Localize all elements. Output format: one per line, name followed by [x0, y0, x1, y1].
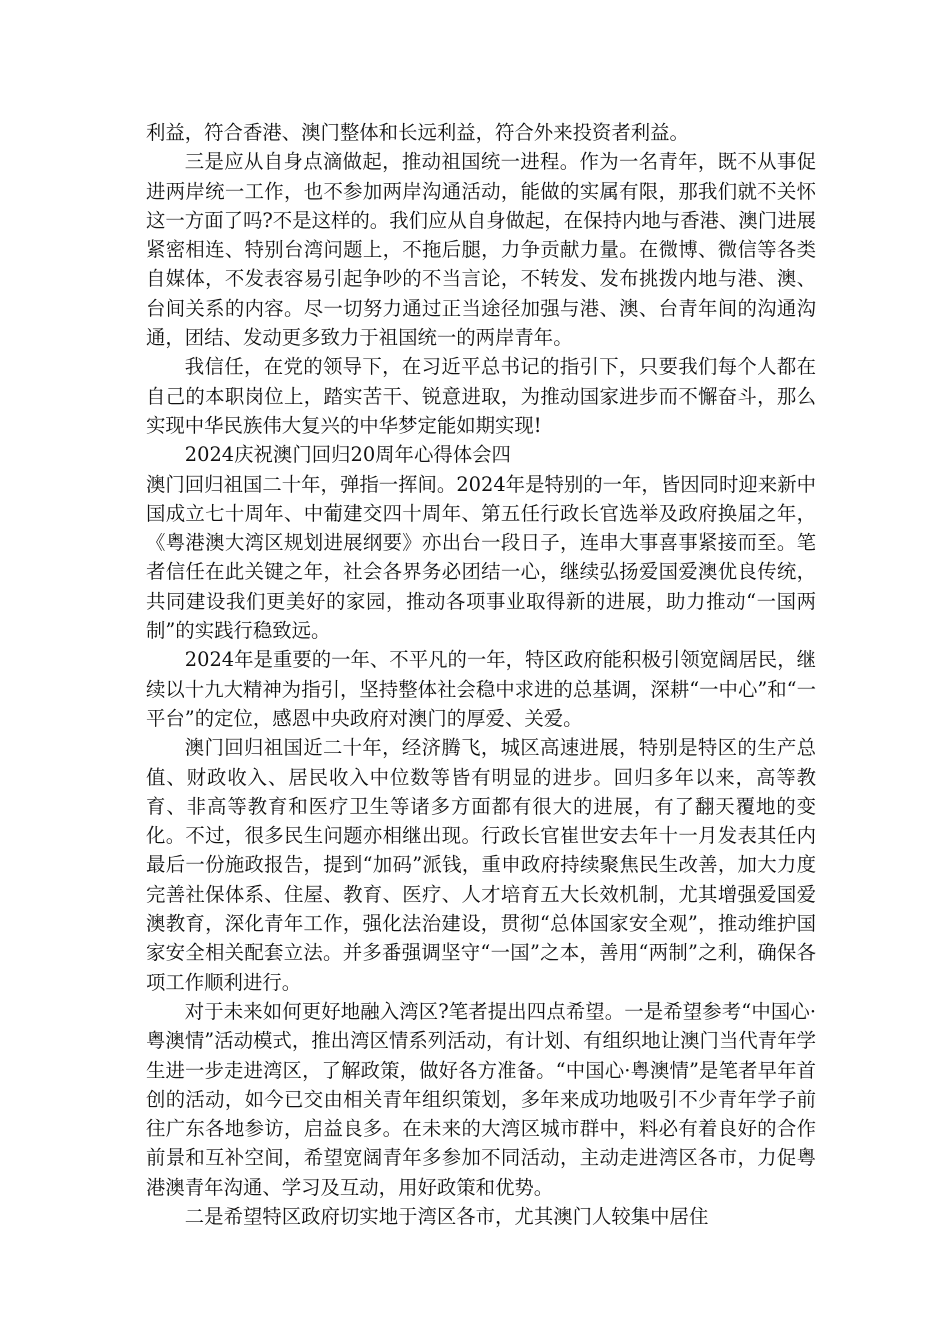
paragraph: 澳门回归祖国近二十年，经济腾飞，城区高速进展，特别是特区的生产总值、财政收入、居民收入中位数等皆有明显的进步。回归多年以来，高等教育、非高等教育和医疗卫生等诸多方面都有很大的进展，有了翻天覆地的变化。不过，很多民生问题亦相继出现。行政长官崔世安去年十一月发表其任内最后一份施政报告，提到“加码”派钱，重申政府持续聚焦民生改善，加大力度完善社保体系、住屋、教育、医疗、人才培育五大长效机制，尤其增强爱国爱澳教育，深化青年工作，强化法治建设，贯彻“总体国家安全观”，推动维护国家安全相关配套立法。并多番强调坚守“一国”之本，善用“两制”之利，确保各项工作顺利进行。 — [146, 736, 816, 994]
paragraph: 2024年是重要的一年、不平凡的一年，特区政府能积极引领宽阔居民，继续以十九大精神为指引，坚持整体社会稳中求进的总基调，深耕“一中心”和“一平台”的定位，感恩中央政府对澳门的厚爱、关爱。 — [146, 648, 816, 730]
paragraph: 我信任，在党的领导下，在习近平总书记的指引下，只要我们每个人都在自己的本职岗位上，踏实苦干、锐意进取，为推动国家进步而不懈奋斗，那么实现中华民族伟大复兴的中华梦定能如期实现! — [146, 355, 816, 437]
paragraph-truncated: 二是希望特区政府切实地于湾区各市，尤其澳门人较集中居住 — [184, 1204, 709, 1228]
paragraph: 对于未来如何更好地融入湾区?笔者提出四点希望。一是希望参考“中国心·粤澳情”活动模式，推出湾区情系列活动，有计划、有组织地让澳门当代青年学生进一步走进湾区，了解政策，做好各方准备。“中国心·粤澳情”是笔者早年首创的活动，如今已交由相关青年组织策划，多年来成功地吸引不少青年学子前往广东各地参访，启益良多。在未来的大湾区城市群中，料必有着良好的合作前景和互补空间，希望宽阔青年多参加不同活动，主动走进湾区各市，力促粤港澳青年沟通、学习及互动，用好政策和优势。 — [146, 999, 816, 1199]
paragraph: 三是应从自身点滴做起，推动祖国统一进程。作为一名青年，既不从事促进两岸统一工作，也不参加两岸沟通活动，能做的实属有限，那我们就不关怀这一方面了吗?不是这样的。我们应从自身做起，在保持内地与香港、澳门进展紧密相连、特别台湾问题上，不拖后腿，力争贡献力量。在微博、微信等各类自媒体，不发表容易引起争吵的不当言论，不转发、发布挑拨内地与港、澳、台间关系的内容。尽一切努力通过正当途径加强与港、澳、台青年间的沟通沟通，团结、发动更多致力于祖国统一的两岸青年。 — [146, 150, 816, 350]
section-heading: 2024庆祝澳门回归20周年心得体会四 — [184, 443, 511, 467]
paragraph: 澳门回归祖国二十年，弹指一挥间。2024年是特别的一年，皆因同时迎来新中国成立七十周年、中葡建交四十周年、第五任行政长官选举及政府换届之年，《粤港澳大湾区规划进展纲要》亦出台一段日子，连串大事喜事紧接而至。笔者信任在此关键之年，社会各界务必团结一心，继续弘扬爱国爱澳优良传统，共同建设我们更美好的家园，推动各项事业取得新的进展，助力推动“一国两制”的实践行稳致远。 — [146, 472, 816, 643]
paragraph-continuation: 利益，符合香港、澳门整体和长远利益，符合外来投资者利益。 — [146, 121, 689, 144]
document-page — [146, 118, 816, 1231]
